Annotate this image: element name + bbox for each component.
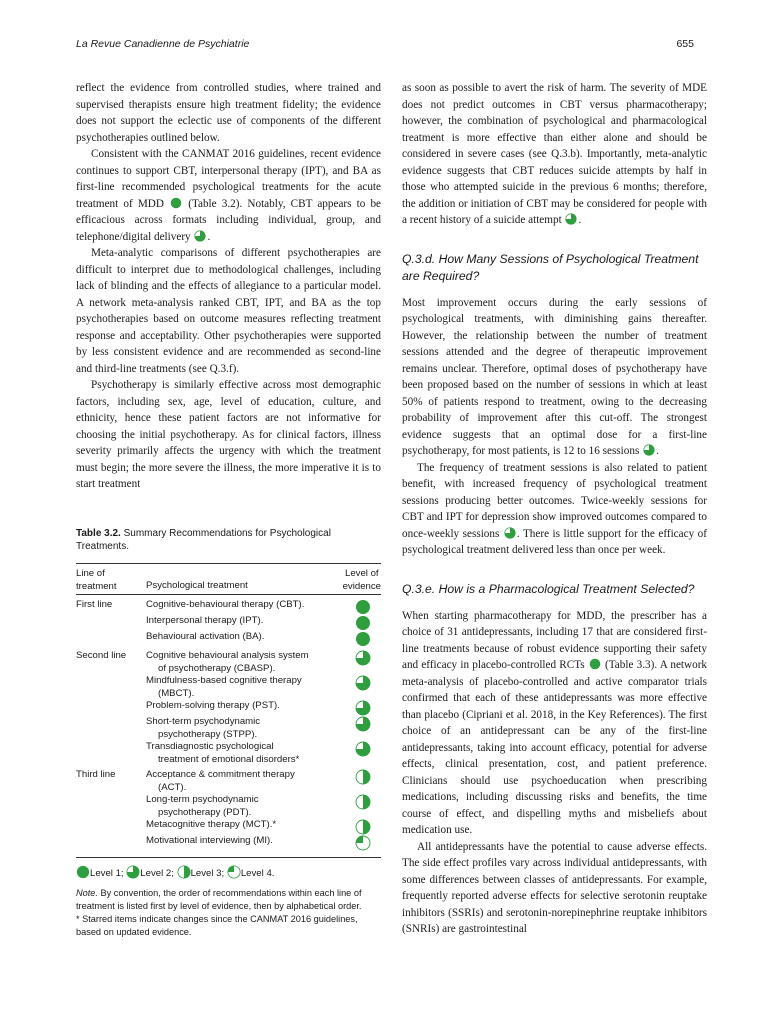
level-3-evidence-icon bbox=[355, 794, 371, 810]
section-heading: Q.3.e. How is a Pharmacological Treatment Selected? bbox=[402, 581, 695, 596]
level-1-evidence-icon bbox=[589, 658, 601, 670]
treatment-name: Metacognitive therapy (MCT).* bbox=[146, 819, 277, 830]
treatment-name: Cognitive behavioural analysis system of psychotherapy (CBASP). bbox=[146, 650, 309, 674]
level-2-evidence-icon bbox=[355, 716, 371, 732]
table-row bbox=[76, 835, 381, 851]
table-bottom-rule bbox=[76, 857, 381, 858]
treatment-name: Mindfulness-based cognitive therapy (MBCT). bbox=[146, 675, 302, 699]
right-column bbox=[402, 80, 707, 938]
level-3-legend-icon bbox=[177, 865, 191, 879]
table-footnote: * Starred items indicate changes since the CANMAT 2016 guidelines, based on updated evidence. bbox=[76, 914, 358, 937]
treatment-name: Long-term psychodynamic psychotherapy (PDT). bbox=[146, 794, 259, 818]
paragraph: When starting pharmacotherapy for MDD, the prescriber has a choice of 31 antidepressants, including 17 that are considered first-line treatments because of robust evidence supporting their safety and efficacy in placebo-controlled RCTs (Table 3.3). A network meta-analysis of placebo-controlled and active comparator trials confirmed that each of these antidepressants was more effective than placebo (Cipriani et al. 2018, in the Key References). The first choice of an antidepressant can be any of the first-line antidepressants, taking into account efficacy, potential for adverse effects, clinical presentation, cost, and patient preference. Clinicians should use psychoeducation when prescribing medications, including discussing risks and benefits, the time course of effect, and dispelling myths and misbeliefs about medication use. bbox=[402, 609, 708, 836]
treatment-name: Interpersonal therapy (IPT). bbox=[146, 615, 264, 626]
table-row bbox=[76, 675, 381, 700]
level-1-evidence-icon bbox=[355, 631, 371, 647]
evidence-legend: Level 1; Level 2; Level 3; Level 4. bbox=[76, 865, 381, 879]
level-2-evidence-icon bbox=[355, 700, 371, 716]
journal-title: La Revue Canadienne de Psychiatrie bbox=[76, 38, 250, 50]
table-3-2 bbox=[76, 527, 381, 938]
level-1-legend-icon bbox=[76, 865, 90, 879]
running-header bbox=[76, 38, 694, 54]
level-3-evidence-icon bbox=[355, 819, 371, 835]
table-row bbox=[76, 716, 381, 741]
table-row bbox=[76, 819, 381, 835]
table-note: Note. By convention, the order of recommendations within each line of treatment is listed first by level of evidence, then by alphabetical order. bbox=[76, 888, 362, 911]
treatment-name: Cognitive-behavioural therapy (CBT). bbox=[146, 599, 305, 610]
paragraph: reflect the evidence from controlled studies, where trained and supervised therapists ensure high treatment fidelity; the evidence does not support the eclectic use of components of the different psychotherapies outlined below. bbox=[76, 82, 381, 144]
section-heading: Q.3.d. How Many Sessions of Psychological Treatment are Required? bbox=[402, 251, 699, 283]
level-1-evidence-icon bbox=[355, 615, 371, 631]
level-2-evidence-icon bbox=[194, 230, 206, 242]
treatment-name: Motivational interviewing (MI). bbox=[146, 835, 273, 846]
level-2-evidence-icon bbox=[504, 527, 516, 539]
line-of-treatment: Second line bbox=[76, 650, 127, 661]
table-header-rule bbox=[76, 594, 381, 595]
level-2-evidence-icon bbox=[565, 213, 577, 225]
paragraph: The frequency of treatment sessions is also related to patient benefit, with increased frequency of psychological treatment sessions producing better outcomes. Twice-weekly sessions for CBT and IPT for depression show improved outcomes compared to once-weekly sessions . There is little support for the efficacy of psychological treatment delivered less than once per week. bbox=[402, 461, 708, 556]
level-4-legend-icon bbox=[227, 865, 241, 879]
level-2-evidence-icon bbox=[355, 650, 371, 666]
paragraph: Psychotherapy is similarly effective across most demographic factors, including sex, age, level of education, culture, and ethnicity, hence these patient factors are not informative for choosing the initial psychotherapy. As for clinical factors, illness severity primarily affects the urgency with which the treatment must begin; the more severe the illness, the more imperative it is to start treatment bbox=[76, 379, 381, 490]
level-2-evidence-icon bbox=[355, 675, 371, 691]
table-body bbox=[76, 599, 381, 851]
table-row bbox=[76, 631, 381, 647]
table-row bbox=[76, 599, 381, 615]
table-row bbox=[76, 650, 381, 675]
page-number: 655 bbox=[676, 38, 694, 50]
paragraph: Consistent with the CANMAT 2016 guidelines, recent evidence continues to support CBT, interpersonal therapy (IPT), and BA as first-line recommended psychological treatments for the acute treatment of MDD (Table 3.2). Notably, CBT appears to be efficacious across formats including individual, group, and telephone/digital delivery . bbox=[76, 148, 382, 243]
table-row bbox=[76, 615, 381, 631]
line-of-treatment: First line bbox=[76, 599, 113, 610]
line-of-treatment: Third line bbox=[76, 769, 116, 780]
table-row bbox=[76, 700, 381, 716]
table-header-row bbox=[76, 564, 381, 594]
table-row bbox=[76, 741, 381, 766]
treatment-name: Short-term psychodynamic psychotherapy (STPP). bbox=[146, 716, 261, 740]
level-2-evidence-icon bbox=[643, 444, 655, 456]
level-1-evidence-icon bbox=[170, 197, 182, 209]
level-3-evidence-icon bbox=[355, 769, 371, 785]
table-row bbox=[76, 794, 381, 819]
level-2-legend-icon bbox=[126, 865, 140, 879]
treatment-name: Acceptance & commitment therapy (ACT). bbox=[146, 769, 295, 793]
level-2-evidence-icon bbox=[355, 741, 371, 757]
left-column bbox=[76, 80, 381, 493]
column-header-level: Level of evidence bbox=[342, 568, 381, 592]
table-caption: Table 3.2. Summary Recommendations for Psychological Treatments. bbox=[76, 528, 331, 552]
treatment-name: Transdiagnostic psychological treatment of emotional disorders* bbox=[146, 741, 300, 765]
treatment-name: Behavioural activation (BA). bbox=[146, 631, 265, 642]
level-1-evidence-icon bbox=[355, 599, 371, 615]
paragraph: Meta-analytic comparisons of different psychotherapies are difficult to interpret due to methodological challenges, including lack of blinding and the effects of allegiance to a particular model. A network meta-analysis ranked CBT, IPT, and BA as the top psychotherapies based on outcome measures reflecting treatment response and acceptability. Other psychotherapies were supported by less consistent evidence and are recommended as second-line and third-line treatments (see Q.3.f). bbox=[76, 247, 381, 375]
level-4-evidence-icon bbox=[355, 835, 371, 851]
paragraph: All antidepressants have the potential to cause adverse effects. The side effect profiles vary across individual antidepressants, with some differences between classes of antidepressants. For example, frequently reported adverse effects for selective serotonin reuptake inhibitors (SSRIs) and serotonin-norepinephrine reuptake inhibitors (SNRIs) are gastrointestinal bbox=[402, 840, 707, 935]
paragraph: Most improvement occurs during the early sessions of psychological treatments, with diminishing gains thereafter. However, the relationship between the number of treatment sessions attended and the degree of therapeutic improvement remains unclear. Therefore, optimal doses of psychotherapy have been proposed based on the number of sessions in which at least 50% of patients respond to treatment, owing to the decreasing probability of improvement after this cut-off. The strongest evidence suggests that an optimal dose for a first-line psychotherapy, for most patients, is 12 to 16 sessions . bbox=[402, 296, 707, 457]
column-header-treatment: Psychological treatment bbox=[146, 580, 248, 591]
table-row bbox=[76, 769, 381, 794]
treatment-name: Problem-solving therapy (PST). bbox=[146, 700, 280, 711]
paragraph: as soon as possible to avert the risk of harm. The severity of MDE does not predict outcomes in CBT versus pharmacotherapy; however, the combination of psychological and pharmacological treatment is more effective than either alone and should be considered in severe cases (see Q.3.b). Importantly, meta-analytic evidence suggests that CBT reduces suicide attempts by half in those who attempted suicide in the previous 6 months; therefore, the addition or initiation of CBT may be considered for people with a recent history of a suicide attempt . bbox=[402, 82, 707, 226]
column-header-line: Line of treatment bbox=[76, 568, 117, 592]
